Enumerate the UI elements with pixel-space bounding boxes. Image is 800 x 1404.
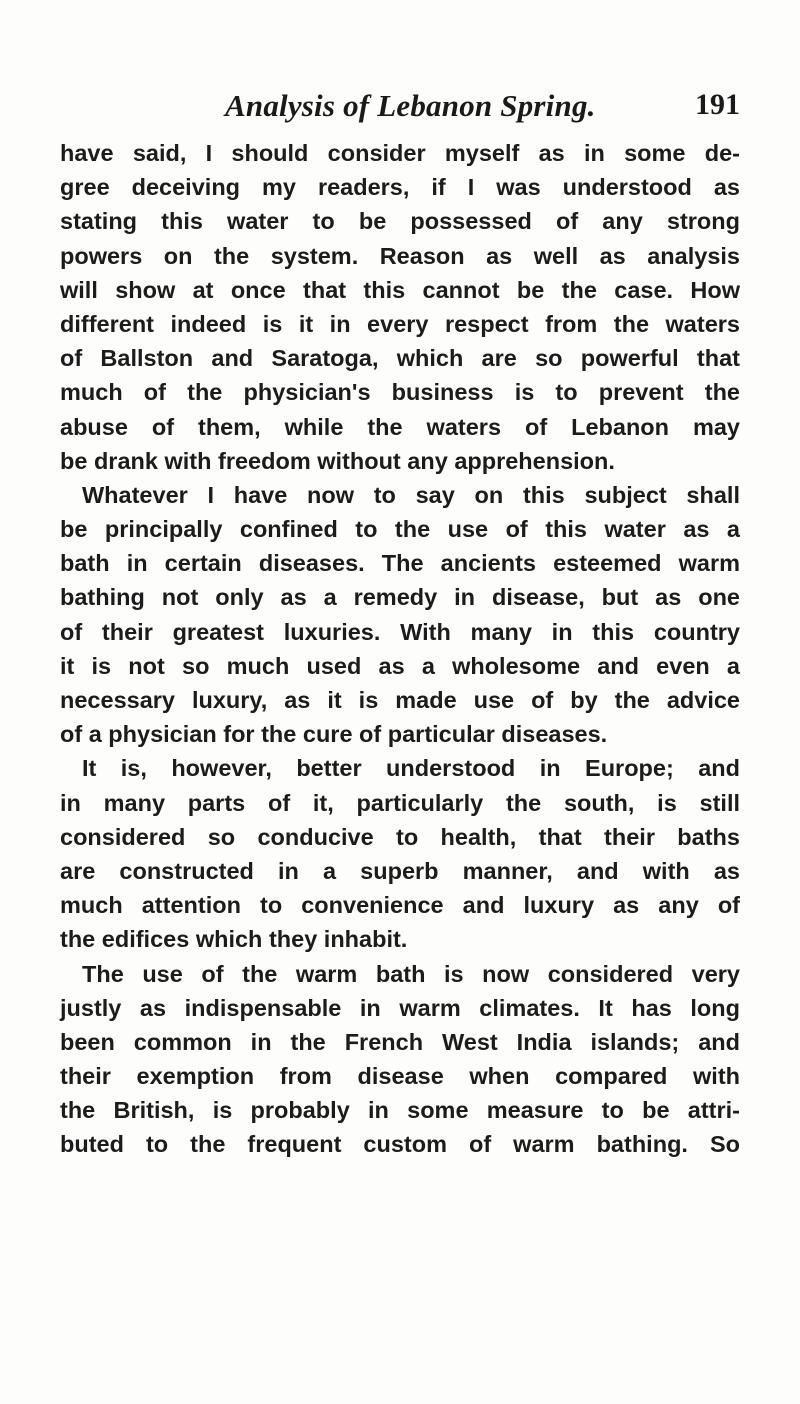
text-line: necessary luxury, as it is made use of by the advice bbox=[60, 687, 740, 713]
text-line: in many parts of it, particularly the south, is still bbox=[60, 789, 740, 816]
running-header bbox=[225, 88, 740, 128]
text-line: Whatever I have now to say on this subject shall bbox=[82, 481, 740, 508]
text-line: The use of the warm bath is now considered very bbox=[82, 960, 740, 987]
body-text bbox=[60, 136, 740, 1162]
text-line: of their greatest luxuries. With many in this country bbox=[60, 618, 740, 645]
text-line: bathing not only as a remedy in disease, but as one bbox=[60, 584, 740, 611]
text-line: been common in the French West India islands; and bbox=[60, 1028, 740, 1055]
text-line: of a physician for the cure of particular diseases. bbox=[60, 721, 608, 748]
text-line: be drank with freedom without any apprehension. bbox=[60, 447, 615, 474]
text-line: of Ballston and Saratoga, which are so powerful that bbox=[60, 345, 740, 372]
running-title: Analysis of Lebanon Spring. bbox=[225, 88, 596, 123]
text-line: considered so conducive to health, that their baths bbox=[60, 823, 740, 850]
text-line: justly as indispensable in warm climates. It has long bbox=[60, 994, 740, 1021]
page-number: 191 bbox=[695, 88, 740, 121]
text-line: it is not so much used as a wholesome and even a bbox=[60, 652, 740, 679]
text-line: bath in certain diseases. The ancients esteemed warm bbox=[60, 550, 740, 577]
text-line: It is, however, better understood in Europe; and bbox=[82, 755, 740, 782]
text-line: abuse of them, while the waters of Lebanon may bbox=[60, 413, 740, 440]
text-line: are constructed in a superb manner, and with as bbox=[60, 857, 740, 884]
text-line: powers on the system. Reason as well as analysis bbox=[60, 242, 740, 269]
text-line: their exemption from disease when compared with bbox=[60, 1063, 740, 1090]
text-line: the edifices which they inhabit. bbox=[60, 926, 408, 953]
text-line: have said, I should consider myself as in some de- bbox=[60, 140, 740, 166]
text-line: will show at once that this cannot be the case. How bbox=[60, 276, 740, 303]
text-line: gree deceiving my readers, if I was understood as bbox=[60, 174, 740, 201]
text-line: much attention to convenience and luxury as any of bbox=[60, 892, 740, 919]
text-line: be principally confined to the use of this water as a bbox=[60, 516, 740, 543]
text-line: different indeed is it in every respect from the waters bbox=[60, 310, 740, 337]
text-line: buted to the frequent custom of warm bathing. So bbox=[60, 1131, 740, 1158]
text-line: much of the physician's business is to prevent the bbox=[60, 379, 740, 406]
text-line: stating this water to be possessed of any strong bbox=[60, 208, 740, 235]
text-line: the British, is probably in some measure to be attri- bbox=[60, 1097, 740, 1124]
